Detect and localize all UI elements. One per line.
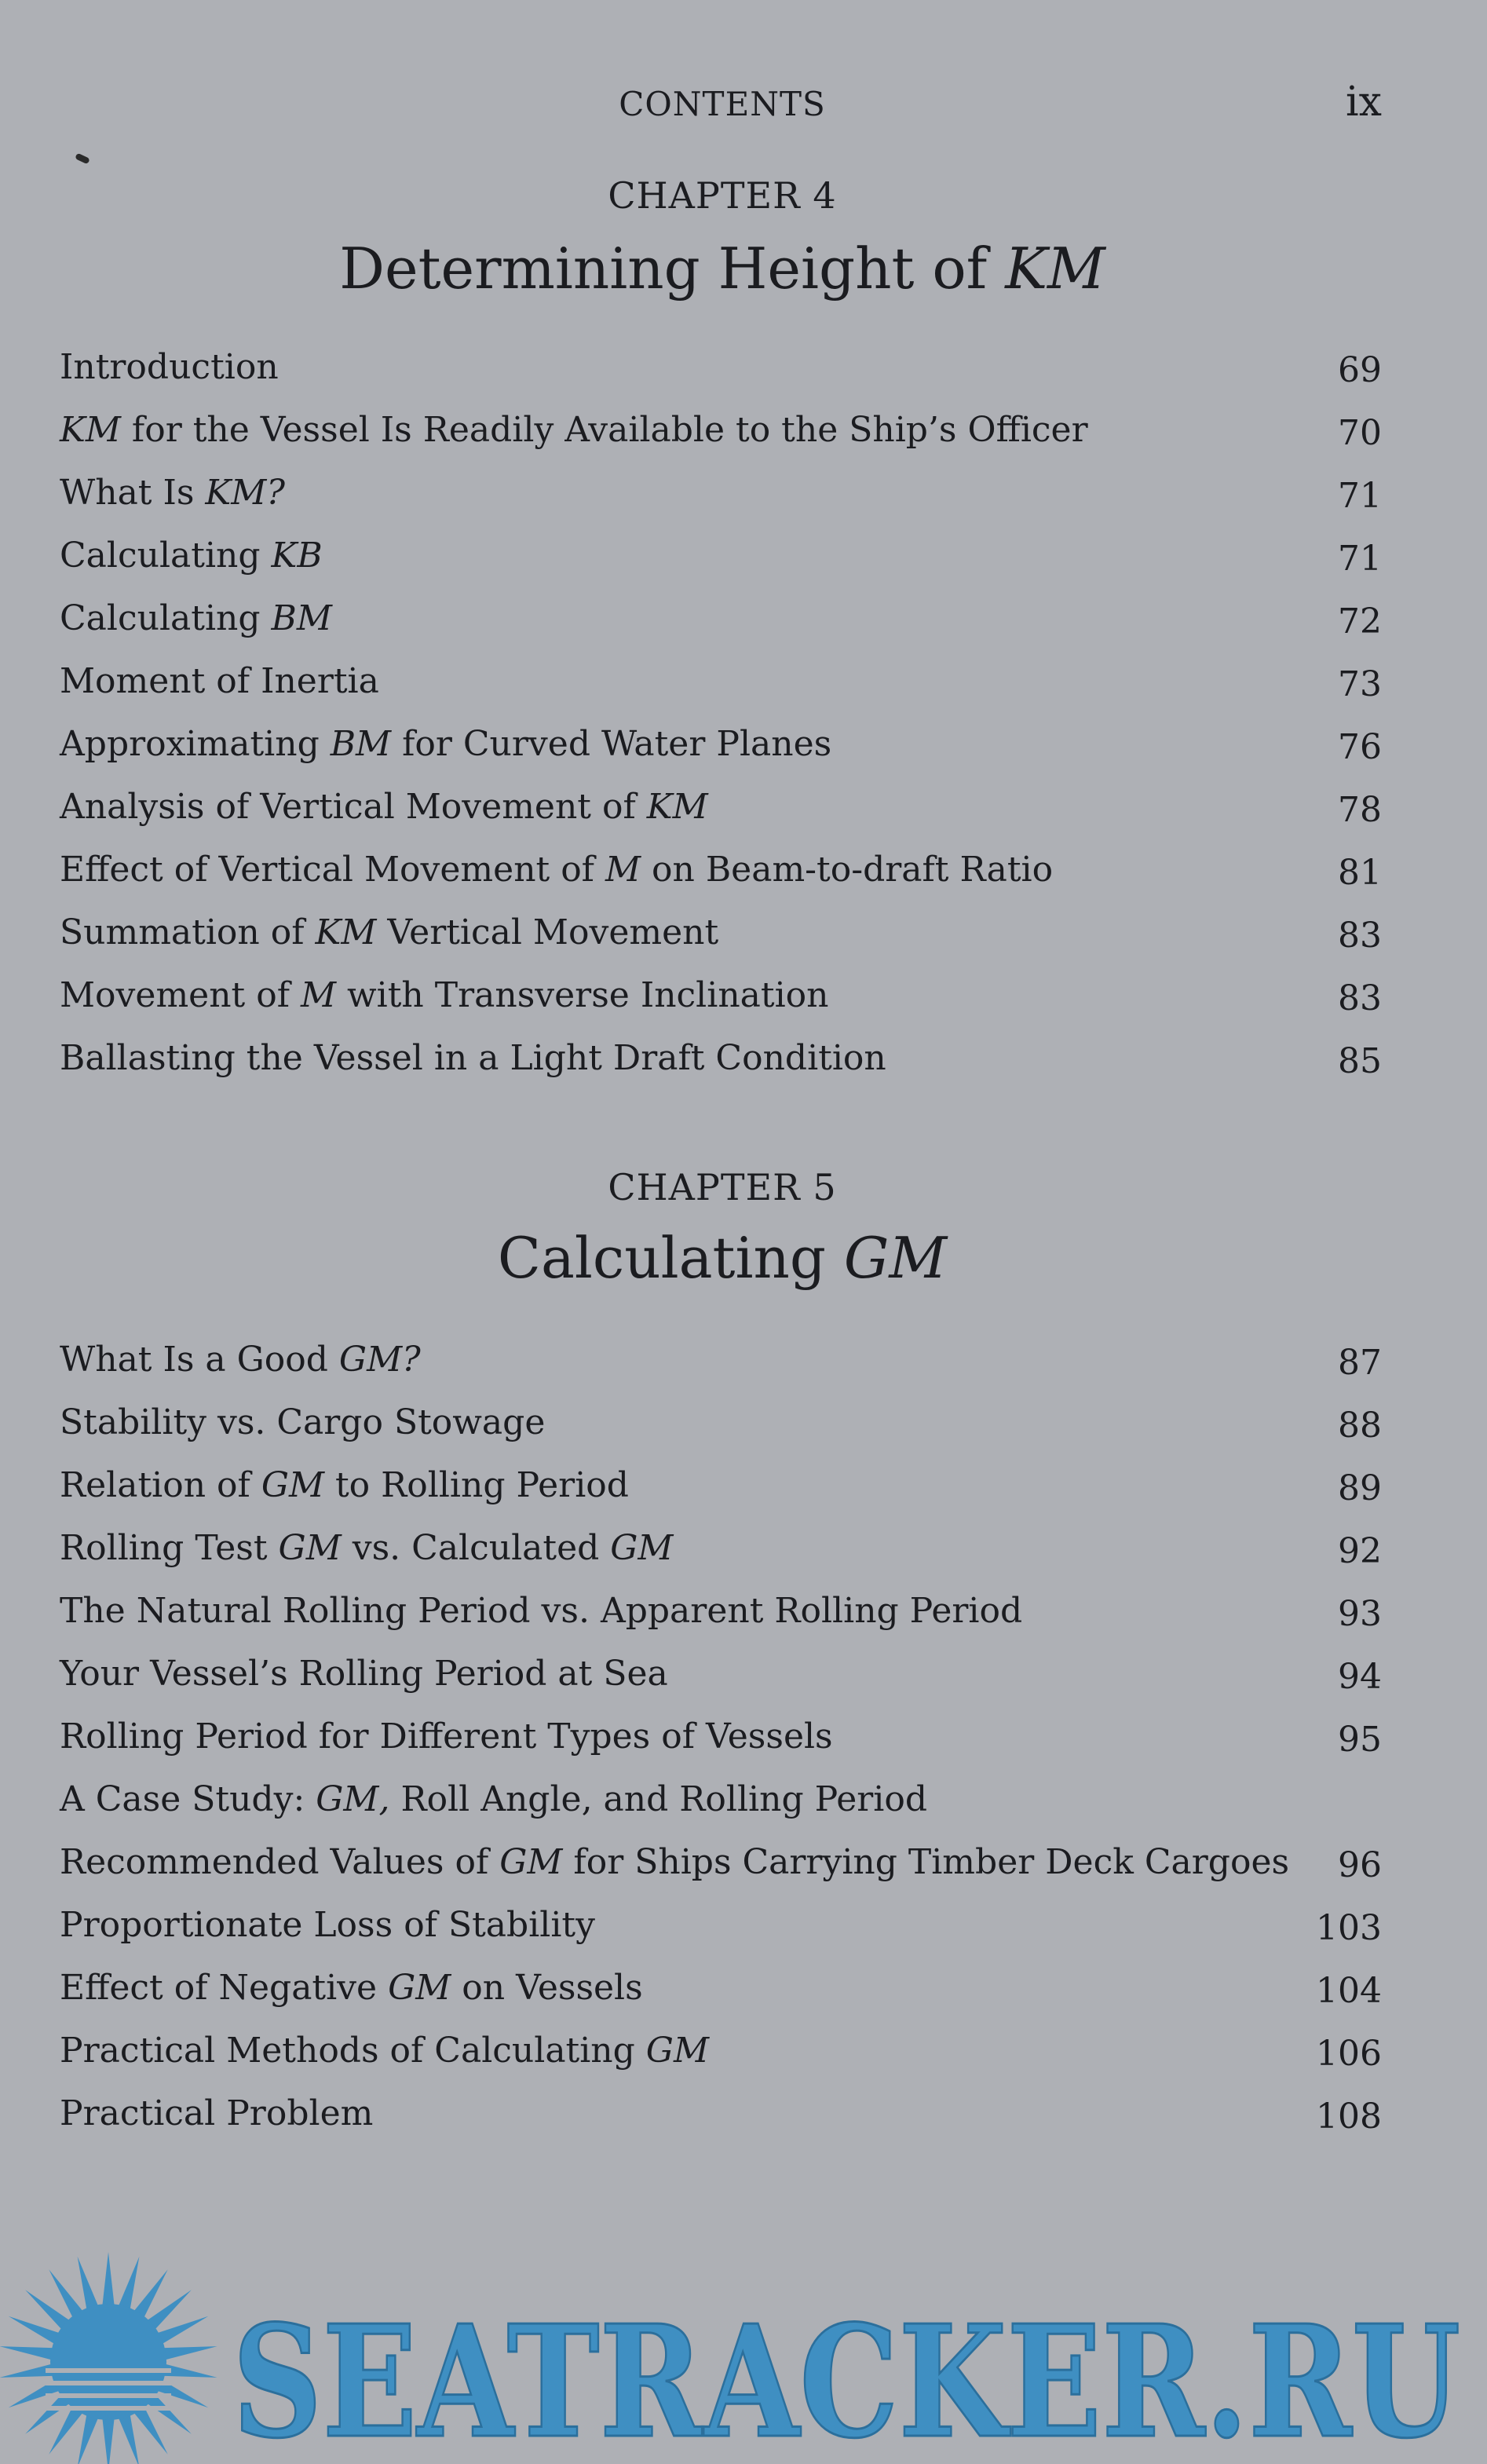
toc-entry-title — [60, 1460, 629, 1511]
toc-entry-text: Introduction — [60, 347, 279, 387]
toc-entry-page: 71 — [1338, 539, 1382, 579]
toc-entry-title — [60, 342, 279, 393]
toc-entry — [60, 845, 1382, 908]
toc-entry-page: 72 — [1338, 601, 1382, 642]
toc-entry-page: 70 — [1338, 413, 1382, 453]
toc-entry — [60, 1963, 1382, 2026]
toc-entry-italic: GM — [388, 1968, 451, 2008]
toc-entry-text: Summation of — [60, 912, 316, 952]
chapter-title-text: Calculating — [497, 1225, 826, 1291]
toc-entry — [60, 1523, 1382, 1586]
toc-entry-text: Roll Angle, and Rolling Period — [389, 1779, 928, 1819]
toc-entry — [60, 1900, 1382, 1963]
toc-entry — [60, 1335, 1382, 1398]
toc-entry-page: 88 — [1338, 1406, 1382, 1446]
toc-entry-title — [60, 1523, 673, 1574]
toc-entry — [60, 1649, 1382, 1712]
toc-entry-title — [60, 719, 831, 770]
toc-entry-text: Movement of — [60, 975, 301, 1015]
toc-entry-title — [60, 1586, 1022, 1636]
toc-entry-page: 76 — [1338, 727, 1382, 767]
toc-entry-title — [60, 1900, 595, 1950]
toc-entry-text: Calculating — [60, 598, 272, 638]
toc-entry-title — [60, 594, 332, 644]
toc-entry-italic: GM — [261, 1465, 325, 1505]
sun-wave-line — [46, 2381, 171, 2385]
toc-entry-title — [60, 1033, 886, 1084]
toc-entry-page: 95 — [1338, 1720, 1382, 1760]
sun-wave-line — [46, 2406, 171, 2411]
toc-entry — [60, 342, 1382, 405]
toc-entry — [60, 1460, 1382, 1523]
toc-entry-title — [60, 1398, 545, 1448]
toc-entry-page: 104 — [1316, 1971, 1382, 2011]
toc-entry-text: Your Vessel’s Rolling Period at Sea — [60, 1654, 668, 1694]
toc-entry-page: 71 — [1338, 476, 1382, 516]
toc-entry-text: Moment of Inertia — [60, 661, 379, 701]
toc-entry-title — [60, 405, 1088, 455]
chapter-title-text: Determining Height of — [339, 236, 988, 302]
toc-entry-page: 69 — [1338, 350, 1382, 390]
chapter-5-label: CHAPTER 5 — [608, 1166, 837, 1208]
toc-entry-title — [60, 1963, 643, 2013]
toc-entry-text: What Is a Good — [60, 1340, 339, 1380]
ink-smudge — [75, 153, 90, 165]
toc-entry-page: 83 — [1338, 978, 1382, 1018]
toc-entry-text: Rolling Test — [60, 1528, 279, 1568]
toc-entry-page: 96 — [1338, 1845, 1382, 1885]
toc-entry-page: 85 — [1338, 1041, 1382, 1081]
toc-entry-italic: KB — [271, 536, 323, 576]
toc-entry-text: A Case Study: — [60, 1779, 316, 1819]
toc-entry-text: The Natural Rolling Period vs. Apparent Rolling Period — [60, 1591, 1023, 1631]
toc-entry-text: Effect of Negative — [60, 1968, 389, 2008]
toc-entry-title — [60, 656, 379, 707]
toc-entry-title — [60, 2026, 709, 2076]
chapter-title-italic: GM — [843, 1225, 948, 1291]
toc-entry — [60, 2089, 1382, 2151]
toc-entry-text: Practical Methods of Calculating — [60, 2031, 646, 2071]
toc-entry-title — [60, 782, 708, 832]
toc-entry — [60, 405, 1382, 468]
sun-wave-line — [46, 2393, 171, 2398]
toc-entry-italic: KM — [315, 912, 377, 952]
toc-entry — [60, 1837, 1382, 1900]
toc-entry-title — [60, 1649, 668, 1699]
toc-entry-text: vs. Calculated — [341, 1528, 611, 1568]
toc-entry-page: 108 — [1316, 2097, 1382, 2137]
toc-entry-page: 103 — [1316, 1908, 1382, 1948]
toc-entry-text: on Vessels — [451, 1968, 643, 2008]
toc-entry-text: Analysis of Vertical Movement of — [60, 787, 647, 827]
toc-entry — [60, 1586, 1382, 1649]
toc-entry-title — [60, 1775, 927, 1825]
toc-entry-title — [60, 2089, 373, 2139]
toc-entry-title — [60, 908, 718, 958]
toc-entry-text: Relation of — [60, 1465, 261, 1505]
sun-icon — [0, 2252, 217, 2464]
chapter-4-toc — [60, 342, 1382, 1096]
toc-entry — [60, 971, 1382, 1033]
toc-entry-italic: M — [300, 975, 337, 1015]
toc-entry-text: Vertical Movement — [376, 912, 719, 952]
toc-entry-italic: GM — [499, 1842, 563, 1882]
page-number: ix — [1346, 79, 1382, 126]
toc-entry-italic: GM? — [338, 1340, 421, 1380]
toc-entry — [60, 1712, 1382, 1775]
toc-entry-italic: KM? — [205, 473, 285, 513]
toc-entry — [60, 1775, 1382, 1837]
toc-entry-text: Rolling Period for Different Types of Vessels — [60, 1716, 833, 1757]
toc-entry-page: 94 — [1338, 1657, 1382, 1697]
toc-entry-text: for Curved Water Planes — [391, 724, 832, 764]
sun-disc — [50, 2304, 166, 2420]
toc-entry-text: Calculating — [60, 536, 272, 576]
toc-entry — [60, 1398, 1382, 1460]
toc-entry-title — [60, 971, 828, 1021]
toc-entry-title — [60, 468, 285, 518]
toc-entry-italic: GM, — [316, 1779, 390, 1819]
toc-entry-title — [60, 845, 1053, 895]
toc-entry-title — [60, 1712, 833, 1762]
toc-entry-text: for the Vessel Is Readily Available to the Ship’s Officer — [120, 410, 1088, 450]
toc-entry-italic: GM — [610, 1528, 674, 1568]
toc-entry-text: Practical Problem — [60, 2093, 374, 2133]
toc-entry-page: 81 — [1338, 853, 1382, 893]
toc-entry-text: on Beam-to-draft Ratio — [641, 850, 1054, 890]
chapter-5-toc — [60, 1335, 1382, 2151]
toc-entry-text: to Rolling Period — [324, 1465, 629, 1505]
toc-entry-page: 92 — [1338, 1531, 1382, 1571]
toc-entry-page: 78 — [1338, 790, 1382, 830]
toc-entry-page: 89 — [1338, 1468, 1382, 1508]
toc-entry-italic: KM — [646, 787, 708, 827]
toc-entry — [60, 531, 1382, 594]
toc-entry-page: 87 — [1338, 1343, 1382, 1383]
toc-entry-page: 106 — [1316, 2034, 1382, 2074]
toc-entry-title — [60, 531, 323, 581]
toc-entry-text: Ballasting the Vessel in a Light Draft Condition — [60, 1038, 886, 1078]
toc-entry — [60, 719, 1382, 782]
toc-entry-page: 73 — [1338, 664, 1382, 704]
toc-entry-italic: KM — [60, 410, 121, 450]
toc-entry-text: Stability vs. Cargo Stowage — [60, 1402, 546, 1442]
toc-entry — [60, 908, 1382, 971]
toc-entry-title — [60, 1335, 421, 1385]
chapter-title-italic: KM — [1005, 236, 1105, 302]
toc-entry-text: Proportionate Loss of Stability — [60, 1905, 595, 1945]
toc-entry-text: with Transverse Inclination — [336, 975, 829, 1015]
toc-entry-title — [60, 1837, 1289, 1888]
toc-entry-italic: M — [605, 850, 641, 890]
seatracker-watermark — [0, 2246, 1487, 2464]
toc-entry — [60, 2026, 1382, 2089]
toc-entry-text: What Is — [60, 473, 206, 513]
toc-entry-text: Recommended Values of — [60, 1842, 500, 1882]
toc-entry — [60, 1033, 1382, 1096]
sun-wave-line — [46, 2368, 171, 2373]
toc-entry — [60, 468, 1382, 531]
toc-entry — [60, 782, 1382, 845]
toc-entry — [60, 594, 1382, 656]
running-head: CONTENTS — [619, 85, 826, 123]
chapter-4-label: CHAPTER 4 — [608, 174, 837, 217]
toc-entry — [60, 656, 1382, 719]
watermark-text: SEATRACKER.RU — [232, 2292, 1460, 2464]
chapter-4-title — [0, 236, 1445, 302]
toc-entry-page: 83 — [1338, 916, 1382, 956]
toc-entry-italic: GM — [645, 2031, 709, 2071]
toc-entry-text: Approximating — [60, 724, 331, 764]
toc-entry-italic: BM — [330, 724, 392, 764]
chapter-5-title — [0, 1225, 1445, 1291]
toc-entry-text: Effect of Vertical Movement of — [60, 850, 605, 890]
toc-entry-text: for Ships Carrying Timber Deck Cargoes — [562, 1842, 1290, 1882]
toc-entry-italic: GM — [278, 1528, 342, 1568]
toc-entry-page: 93 — [1338, 1594, 1382, 1634]
toc-entry-italic: BM — [271, 598, 332, 638]
